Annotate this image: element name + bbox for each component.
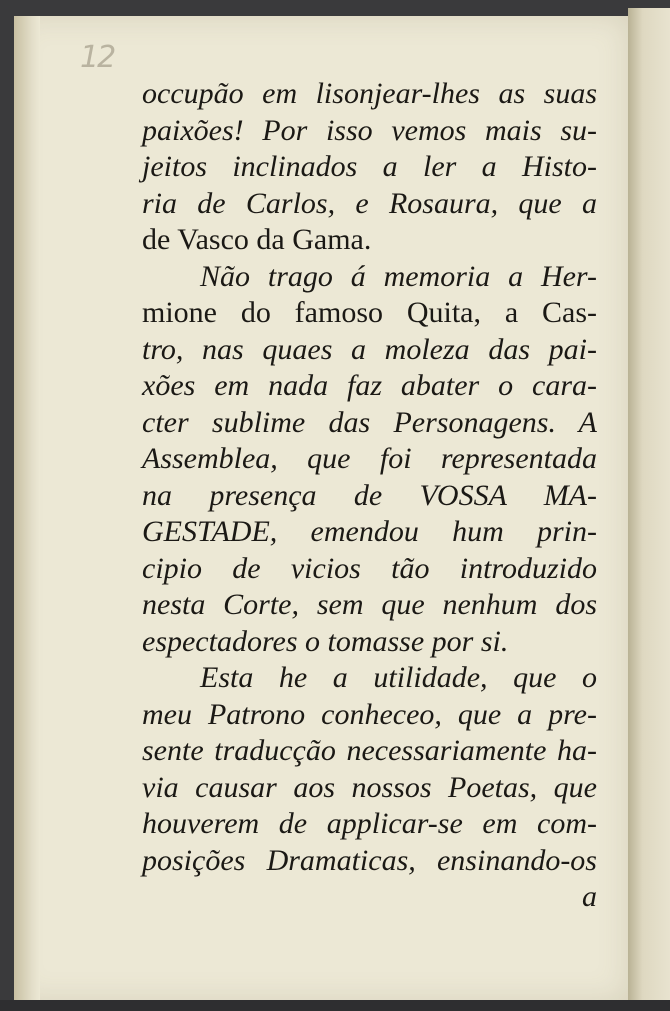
text-line: jeitos inclinados a ler a Histo- <box>142 150 597 183</box>
text-line: xões em nada faz abater o cara- <box>142 369 597 402</box>
text-line: GESTADE, emendou hum prin- <box>142 515 597 548</box>
text-line: sente traducção necessariamente ha- <box>142 734 597 767</box>
text-line: ria de Carlos, e Rosaura, que a <box>142 186 597 220</box>
catchword: a <box>582 880 597 913</box>
text-line: de Vasco da Gama. <box>142 223 372 256</box>
text-line: espectadores o tomasse por si. <box>142 624 509 658</box>
text-line: occupão em lisonjear-lhes as suas <box>142 77 597 110</box>
page-number: 12 <box>80 40 115 75</box>
page-gutter <box>14 16 40 1001</box>
text-line: Não trago á memoria a Her- <box>200 259 597 293</box>
text-line: cipio de vicios tão introduzido <box>142 551 597 585</box>
next-page-edge <box>628 8 670 1011</box>
page-text <box>142 76 597 916</box>
text-line: paixões! Por isso vemos mais su- <box>142 113 597 147</box>
text-line: na presença de VOSSA MA- <box>142 478 597 512</box>
background-strip <box>0 1000 670 1011</box>
text-line: tro, nas quaes a moleza das pai- <box>142 332 597 366</box>
text-line: houverem de applicar-se em com- <box>142 807 597 840</box>
text-line: meu Patrono conheceo, que a pre- <box>142 697 597 731</box>
text-line: Assemblea, que foi representada <box>142 442 597 475</box>
text-line: cter sublime das Personagens. A <box>142 405 597 439</box>
text-line: posições Dramaticas, ensinando-os <box>142 843 597 877</box>
text-line: nesta Corte, sem que nenhum dos <box>142 588 597 621</box>
text-line: mione do famoso Quita, a Cas- <box>142 296 597 329</box>
text-line: via causar aos nossos Poetas, que <box>142 770 597 804</box>
text-line: Esta he a utilidade, que o <box>200 661 597 694</box>
